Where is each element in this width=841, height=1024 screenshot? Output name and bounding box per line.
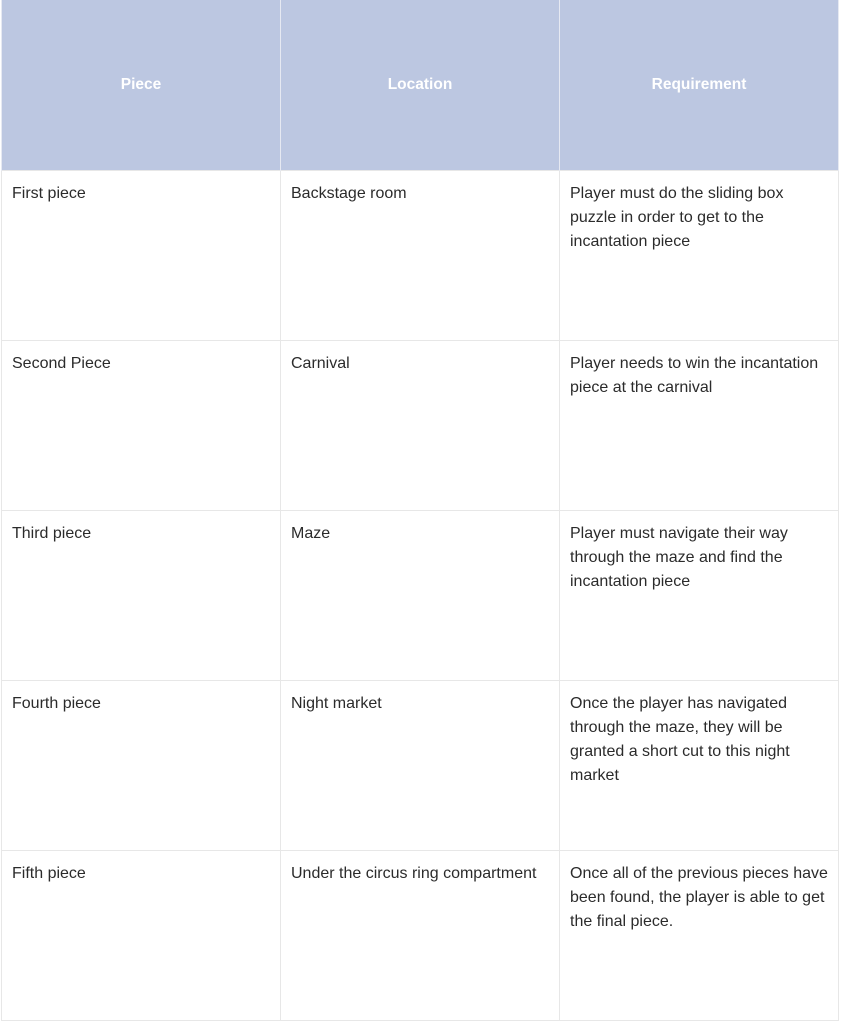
cell-piece: Second Piece [2, 341, 281, 511]
table-header-row [2, 0, 839, 171]
header-location: Location [281, 0, 560, 171]
table-row [2, 681, 839, 851]
cell-location: Maze [281, 511, 560, 681]
table-row [2, 851, 839, 1021]
table-row [2, 341, 839, 511]
cell-piece: First piece [2, 171, 281, 341]
header-piece: Piece [2, 0, 281, 171]
table-row [2, 171, 839, 341]
cell-location: Night market [281, 681, 560, 851]
pieces-table [1, 0, 839, 1021]
cell-requirement: Player must navigate their way through the maze and find the incantation piece [560, 511, 839, 681]
cell-requirement: Once all of the previous pieces have been found, the player is able to get the final piece. [560, 851, 839, 1021]
cell-requirement: Player must do the sliding box puzzle in order to get to the incantation piece [560, 171, 839, 341]
cell-location: Carnival [281, 341, 560, 511]
header-requirement: Requirement [560, 0, 839, 171]
table-row [2, 511, 839, 681]
cell-piece: Fifth piece [2, 851, 281, 1021]
cell-piece: Third piece [2, 511, 281, 681]
cell-piece: Fourth piece [2, 681, 281, 851]
cell-requirement: Once the player has navigated through the maze, they will be granted a short cut to this night market [560, 681, 839, 851]
cell-location: Under the circus ring compartment [281, 851, 560, 1021]
cell-requirement: Player needs to win the incantation piece at the carnival [560, 341, 839, 511]
cell-location: Backstage room [281, 171, 560, 341]
